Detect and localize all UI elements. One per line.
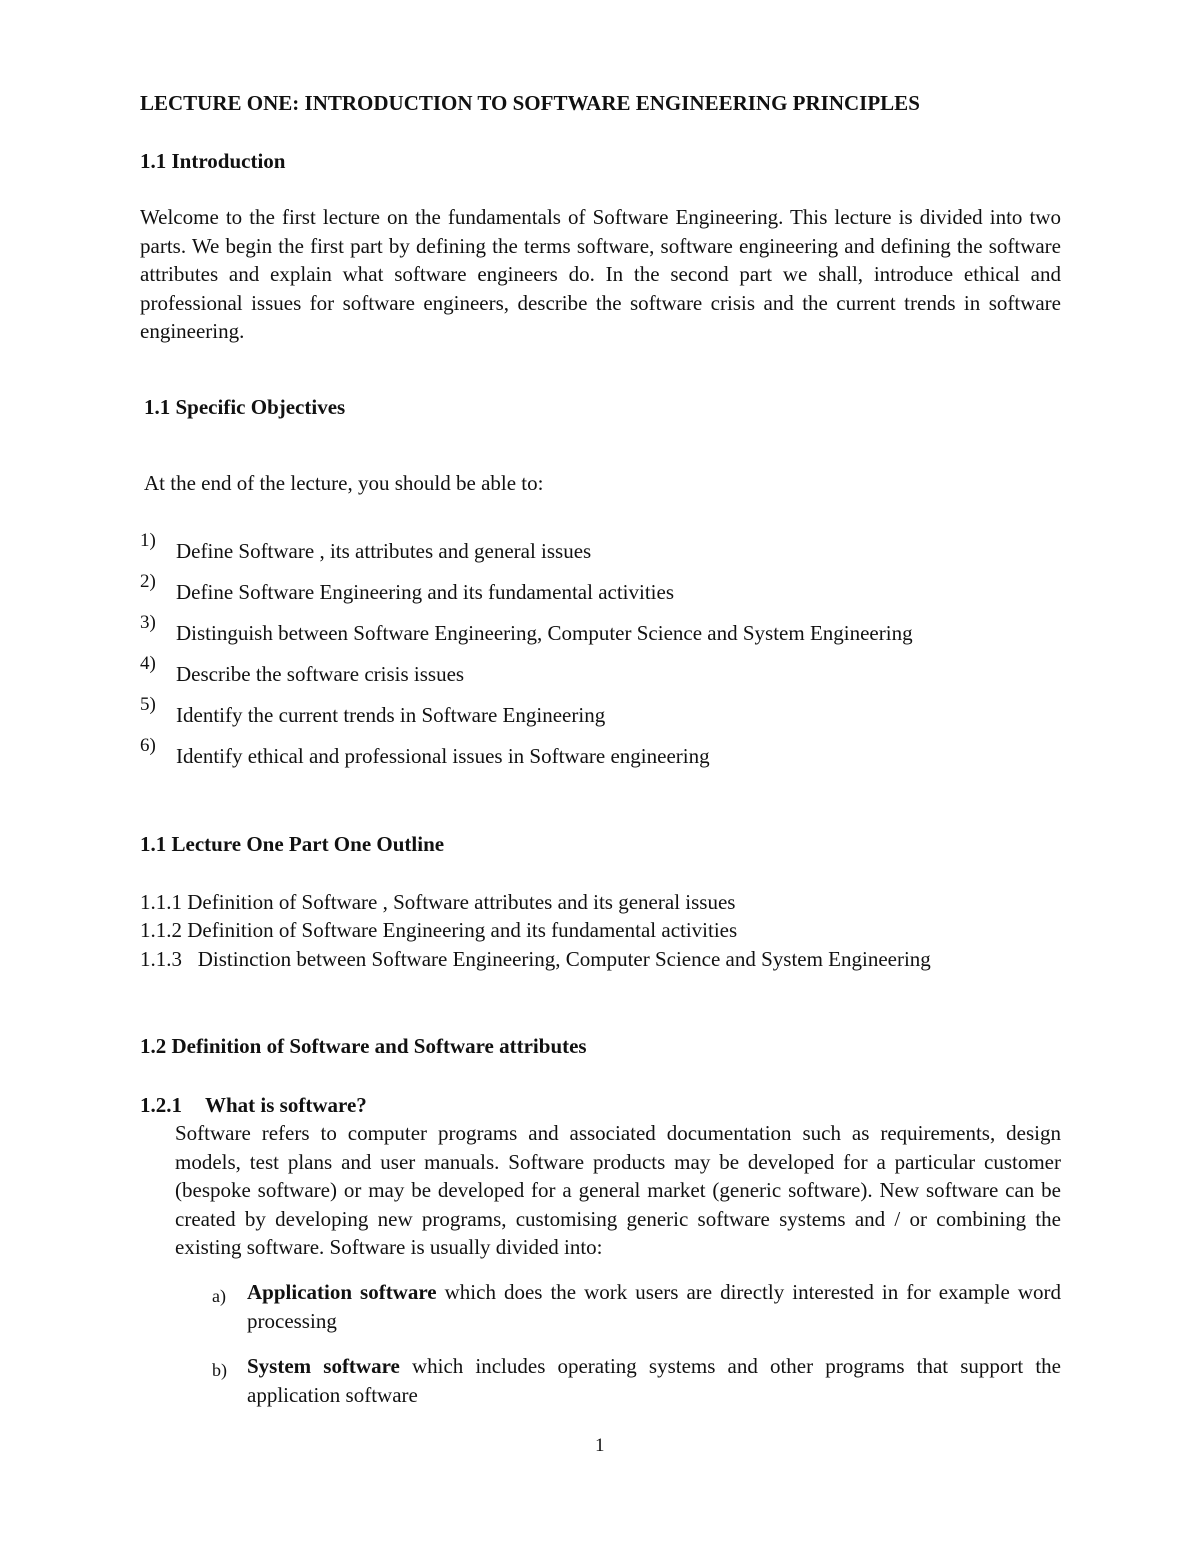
outline-heading: 1.1 Lecture One Part One Outline: [140, 832, 445, 856]
outline-item: 1.1.1 Definition of Software , Software attributes and its general issues: [140, 890, 736, 914]
subsection-title: What is software?: [205, 1093, 367, 1117]
software-type-text: [247, 1278, 1061, 1335]
objectives-heading: 1.1 Specific Objectives: [144, 395, 346, 419]
page-number: 1: [595, 1435, 605, 1456]
definition-heading: 1.2 Definition of Software and Software attributes: [140, 1034, 587, 1058]
objectives-lead: At the end of the lecture, you should be able to:: [144, 471, 544, 495]
software-type-text: [247, 1352, 1061, 1409]
list-marker: a): [212, 1286, 226, 1306]
list-marker: b): [212, 1360, 227, 1380]
subsection-number: 1.2.1: [140, 1093, 182, 1117]
intro-paragraph: Welcome to the first lecture on the fundamentals of Software Engineering. This lecture is divided into two parts. We begin the first part by defining the terms software, software engineering and defining the software attributes and explain what software engineers do. In the second part we shall, introduce ethical and professional issues for software engineers, describe the software crisis and the current trends in software engineering.: [140, 205, 1061, 343]
outline-item: 1.1.3 Distinction between Software Engineering, Computer Science and System Engineering: [140, 947, 931, 971]
objective-number: 1): [140, 530, 156, 551]
objective-text: Define Software , its attributes and general issues: [176, 539, 592, 563]
intro-heading: 1.1 Introduction: [140, 149, 286, 173]
software-type-term: Application software: [247, 1280, 437, 1304]
software-type-description: which includes operating systems and other programs that support the application software: [247, 1354, 1061, 1407]
objective-text: Identify ethical and professional issues in Software engineering: [176, 744, 710, 768]
objective-number: 4): [140, 653, 156, 674]
software-type-term: System software: [247, 1354, 400, 1378]
objective-text: Identify the current trends in Software Engineering: [176, 703, 606, 727]
objective-text: Distinguish between Software Engineering, Computer Science and System Engineering: [176, 621, 913, 645]
objective-text: Define Software Engineering and its fundamental activities: [176, 580, 675, 604]
objective-number: 2): [140, 571, 156, 592]
software-definition-paragraph: Software refers to computer programs and associated documentation such as requirements, design models, test plans and user manuals. Software products may be developed for a particular customer (bespoke software) or may be developed for a general market (generic software). New software can be created by developing new programs, customising generic software systems and / or combining the existing software. Software is usually divided into:: [175, 1121, 1061, 1259]
objective-text: Describe the software crisis issues: [176, 662, 465, 686]
objective-number: 5): [140, 694, 156, 715]
software-type-description: which does the work users are directly interested in for example word processing: [247, 1280, 1061, 1333]
lecture-title: LECTURE ONE: INTRODUCTION TO SOFTWARE ENGINEERING PRINCIPLES: [140, 91, 920, 115]
objective-number: 3): [140, 612, 156, 633]
outline-item: 1.1.2 Definition of Software Engineering and its fundamental activities: [140, 918, 738, 942]
objective-number: 6): [140, 735, 156, 756]
